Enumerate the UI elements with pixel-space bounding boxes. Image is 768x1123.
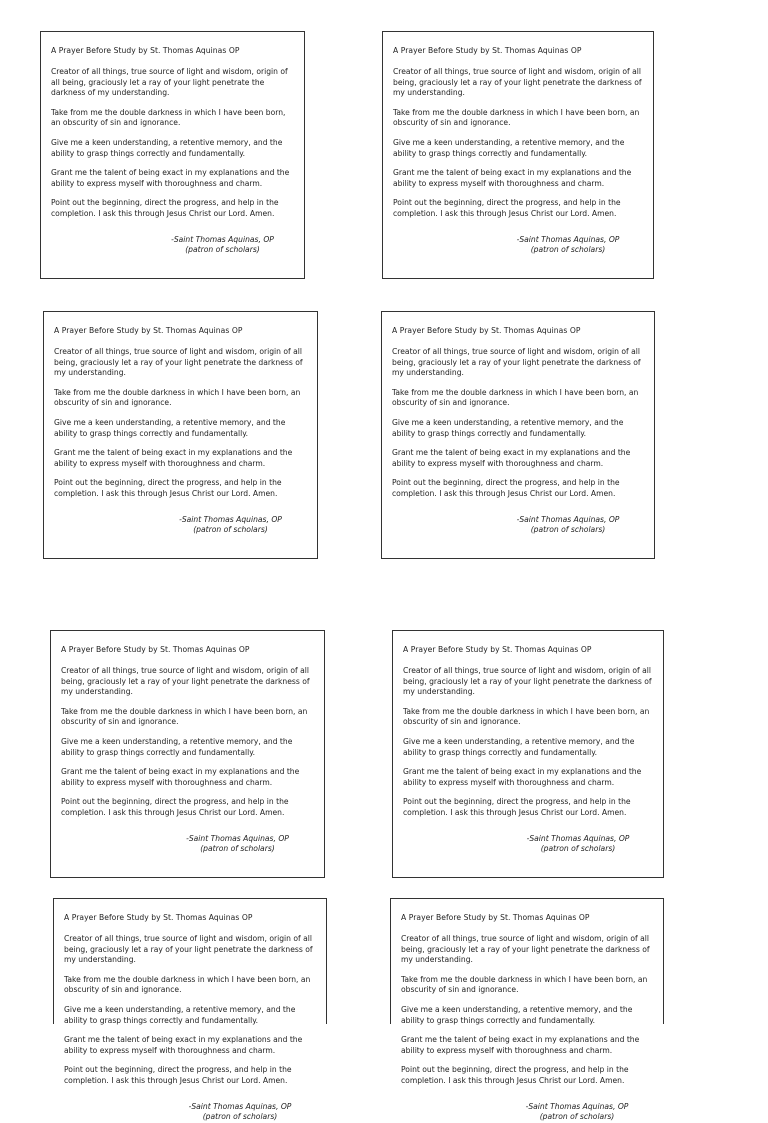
prayer-paragraph: Grant me the talent of being exact in my explanations and the ability to express myself with thoroughness and charm. [64,1035,303,1055]
prayer-title: A Prayer Before Study by St. Thomas Aquinas OP [61,645,250,654]
prayer-paragraph: Give me a keen understanding, a retentive memory, and the ability to grasp things correctly and fundamentally. [403,736,635,757]
prayer-paragraph: Give me a keen understanding, a retentive memory, and the ability to grasp things correctly and fundamentally. [61,736,293,757]
prayer-title: A Prayer Before Study by St. Thomas Aquinas OP [403,645,592,654]
prayer-patron: (patron of scholars) [540,844,616,854]
prayer-paragraph: Grant me the talent of being exact in my explanations and the ability to express myself with thoroughness and charm. [401,1035,640,1055]
prayer-patron: (patron of scholars) [200,844,275,854]
prayer-signature-block [403,834,653,855]
prayer-title: A Prayer Before Study by St. Thomas Aquinas OP [54,326,243,335]
prayer-paragraph: Grant me the talent of being exact in my explanations and the ability to express myself with thoroughness and charm. [403,767,642,787]
prayer-paragraph: Take from me the double darkness in which I have been born, an obscurity of sin and ignorance. [401,974,648,995]
prayer-paragraph: Take from me the double darkness in which I have been born, an obscurity of sin and ignorance. [54,387,301,408]
prayer-paragraph: Take from me the double darkness in which I have been born, an obscurity of sin and ignorance. [393,107,640,128]
prayer-paragraph: Give me a keen understanding, a retentive memory, and the ability to grasp things correctly and fundamentally. [64,1004,296,1025]
prayer-signature: -Saint Thomas Aquinas, OP [516,514,620,524]
prayer-title: A Prayer Before Study by St. Thomas Aquinas OP [64,913,253,922]
prayer-signature-block [392,515,644,536]
prayer-paragraph: Creator of all things, true source of light and wisdom, origin of all being, graciously let a ray of your light penetrate the darkness of my understanding. [401,934,650,965]
prayer-signature-block [393,235,643,256]
prayer-paragraph: Creator of all things, true source of light and wisdom, origin of all being, graciously let a ray of your light penetrate the darkness of my understanding. [403,666,652,697]
prayer-paragraph: Give me a keen understanding, a retentive memory, and the ability to grasp things correctly and fundamentally. [51,137,283,158]
prayer-patron: (patron of scholars) [530,245,606,255]
prayer-title: A Prayer Before Study by St. Thomas Aquinas OP [393,46,582,55]
prayer-signature: -Saint Thomas Aquinas, OP [188,1101,292,1111]
prayer-title: A Prayer Before Study by St. Thomas Aquinas OP [51,46,240,55]
prayer-paragraph: Point out the beginning, direct the progress, and help in the completion. I ask this through Jesus Christ our Lord. Amen. [401,1065,629,1085]
prayer-paragraph: Take from me the double darkness in which I have been born, an obscurity of sin and ignorance. [403,706,650,727]
prayer-paragraph: Take from me the double darkness in which I have been born, an obscurity of sin and ignorance. [392,387,639,408]
prayer-paragraph: Give me a keen understanding, a retentive memory, and the ability to grasp things correctly and fundamentally. [401,1004,633,1025]
prayer-paragraph: Grant me the talent of being exact in my explanations and the ability to express myself with thoroughness and charm. [393,168,632,188]
prayer-paragraph: Creator of all things, true source of light and wisdom, origin of all being, graciously let a ray of your light penetrate the darkness of my understanding. [61,666,310,697]
prayer-paragraph: Take from me the double darkness in which I have been born, an obscurity of sin and ignorance. [51,107,286,128]
prayer-paragraph: Creator of all things, true source of light and wisdom, origin of all being, graciously let a ray of your light penetrate the darkness of my understanding. [393,67,642,98]
prayer-signature: -Saint Thomas Aquinas, OP [179,514,282,524]
prayer-paragraph: Creator of all things, true source of light and wisdom, origin of all being, graciously let a ray of your light penetrate the darkness of my understanding. [54,347,303,378]
prayer-patron: (patron of scholars) [530,525,606,535]
prayer-paragraph: Point out the beginning, direct the progress, and help in the completion. I ask this through Jesus Christ our Lord. Amen. [392,478,620,498]
prayer-signature-block [401,1102,653,1123]
prayer-card [382,31,654,279]
prayer-card [50,630,325,878]
prayer-signature-block [61,834,314,855]
prayer-signature: -Saint Thomas Aquinas, OP [526,833,630,843]
prayer-paragraph: Grant me the talent of being exact in my explanations and the ability to express myself with thoroughness and charm. [61,767,300,787]
prayer-paragraph: Give me a keen understanding, a retentive memory, and the ability to grasp things correctly and fundamentally. [54,417,286,438]
prayer-card [53,898,327,1122]
prayer-paragraph: Grant me the talent of being exact in my explanations and the ability to express myself with thoroughness and charm. [51,168,290,188]
prayer-paragraph: Give me a keen understanding, a retentive memory, and the ability to grasp things correctly and fundamentally. [393,137,625,158]
prayer-paragraph: Point out the beginning, direct the progress, and help in the completion. I ask this through Jesus Christ our Lord. Amen. [61,797,289,817]
prayer-paragraph: Creator of all things, true source of light and wisdom, origin of all being, graciously let a ray of your light penetrate the darkness of my understanding. [392,347,641,378]
prayer-signature-block [51,235,294,256]
prayer-patron: (patron of scholars) [193,525,268,535]
prayer-paragraph: Take from me the double darkness in which I have been born, an obscurity of sin and ignorance. [64,974,311,995]
prayer-signature: -Saint Thomas Aquinas, OP [186,833,289,843]
prayer-paragraph: Grant me the talent of being exact in my explanations and the ability to express myself with thoroughness and charm. [54,448,293,468]
prayer-signature: -Saint Thomas Aquinas, OP [516,234,620,244]
prayer-signature: -Saint Thomas Aquinas, OP [525,1101,629,1111]
prayer-paragraph: Give me a keen understanding, a retentive memory, and the ability to grasp things correctly and fundamentally. [392,417,624,438]
prayer-paragraph: Point out the beginning, direct the progress, and help in the completion. I ask this through Jesus Christ our Lord. Amen. [54,478,282,498]
prayer-title: A Prayer Before Study by St. Thomas Aquinas OP [401,913,590,922]
prayer-signature-block [54,515,307,536]
prayer-card [43,311,318,559]
prayer-title: A Prayer Before Study by St. Thomas Aquinas OP [392,326,581,335]
prayer-card [381,311,655,559]
prayer-card [390,898,664,1122]
prayer-paragraph: Point out the beginning, direct the progress, and help in the completion. I ask this through Jesus Christ our Lord. Amen. [393,198,621,218]
prayer-paragraph: Creator of all things, true source of light and wisdom, origin of all being, graciously let a ray of your light penetrate the darkness of my understanding. [64,934,313,965]
prayer-signature: -Saint Thomas Aquinas, OP [171,234,274,244]
prayer-patron: (patron of scholars) [539,1112,615,1122]
prayer-card [392,630,664,878]
prayer-paragraph: Creator of all things, true source of light and wisdom, origin of all being, graciously let a ray of your light penetrate the darkness of my understanding. [51,67,288,98]
prayer-patron: (patron of scholars) [185,245,260,255]
prayer-card [40,31,305,279]
prayer-paragraph: Grant me the talent of being exact in my explanations and the ability to express myself with thoroughness and charm. [392,448,631,468]
prayer-paragraph: Point out the beginning, direct the progress, and help in the completion. I ask this through Jesus Christ our Lord. Amen. [403,797,631,817]
prayer-patron: (patron of scholars) [202,1112,278,1122]
prayer-paragraph: Point out the beginning, direct the progress, and help in the completion. I ask this through Jesus Christ our Lord. Amen. [51,198,279,218]
prayer-paragraph: Take from me the double darkness in which I have been born, an obscurity of sin and ignorance. [61,706,308,727]
prayer-paragraph: Point out the beginning, direct the progress, and help in the completion. I ask this through Jesus Christ our Lord. Amen. [64,1065,292,1085]
prayer-signature-block [64,1102,316,1123]
